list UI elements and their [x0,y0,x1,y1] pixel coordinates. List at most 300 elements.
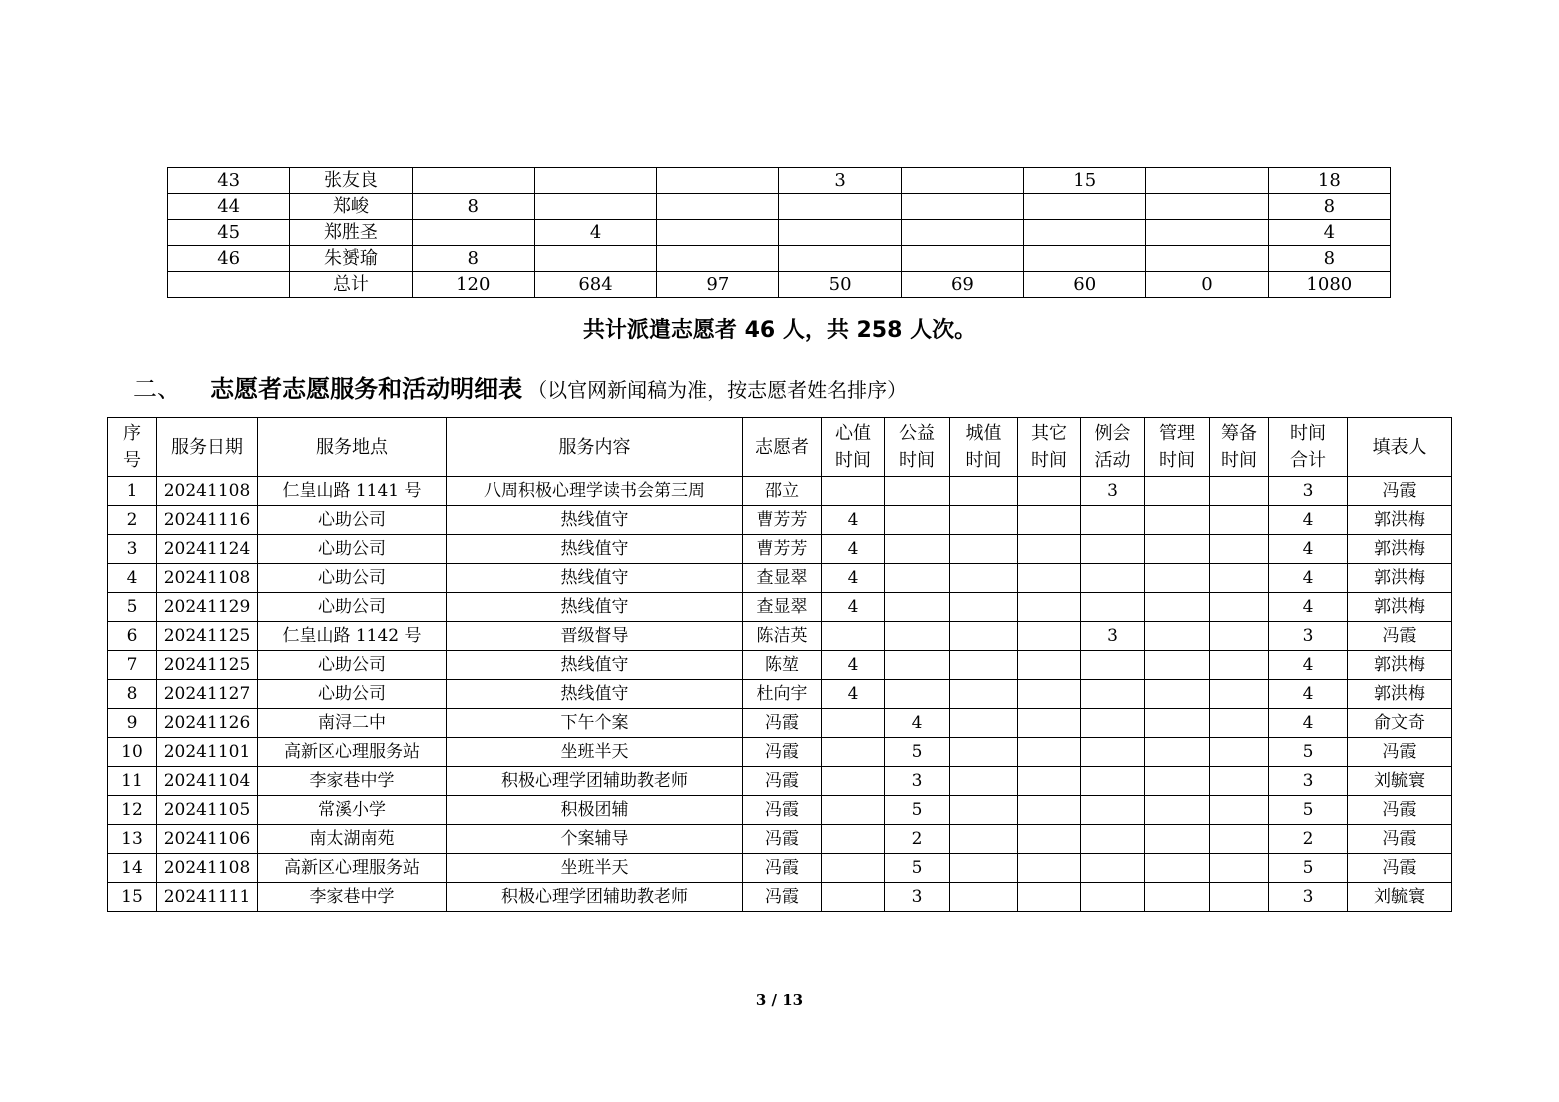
detail-cell: 积极心理学团辅助教老师 [447,883,743,912]
detail-cell: 仁皇山路 1142 号 [258,622,447,651]
detail-cell: 3 [1081,622,1145,651]
detail-cell [950,680,1018,709]
detail-cell [1081,535,1145,564]
detail-cell [1210,883,1269,912]
detail-header-label: 筹备 [1221,423,1257,444]
detail-cell: 4 [822,680,885,709]
detail-header-cell [1348,418,1452,477]
detail-cell: 冯霞 [1348,854,1452,883]
detail-cell [1018,622,1081,651]
detail-header-label: 时间 [835,450,871,471]
detail-cell [950,883,1018,912]
detail-cell: 郭洪梅 [1348,593,1452,622]
detail-cell: 13 [108,825,157,854]
detail-cell: 心助公司 [258,506,447,535]
detail-cell: 冯霞 [743,825,822,854]
detail-cell: 2 [1269,825,1348,854]
detail-cell [822,622,885,651]
summary-cell [1146,246,1268,272]
detail-cell: 3 [1269,883,1348,912]
detail-header-label: 志愿者 [755,436,809,458]
detail-cell [885,535,950,564]
detail-header-label: 心值 [835,423,871,444]
detail-cell: 查显翠 [743,593,822,622]
detail-cell [1145,477,1210,506]
summary-cell: 郑胜圣 [290,220,412,246]
summary-cell [534,246,656,272]
detail-cell: 4 [822,593,885,622]
detail-cell: 邵立 [743,477,822,506]
detail-cell: 心助公司 [258,680,447,709]
detail-cell [1081,680,1145,709]
detail-cell: 冯霞 [743,854,822,883]
summary-cell: 15 [1024,168,1146,194]
detail-row [108,854,1452,883]
summary-cell [657,220,779,246]
detail-cell [885,564,950,593]
summary-cell: 44 [168,194,290,220]
detail-cell [822,709,885,738]
volunteer-summary-table [167,167,1391,298]
detail-cell: 积极心理学团辅助教老师 [447,767,743,796]
detail-cell: 5 [1269,854,1348,883]
detail-cell [950,564,1018,593]
detail-cell: 热线值守 [447,535,743,564]
detail-cell: 20241126 [157,709,258,738]
detail-cell: 20241129 [157,593,258,622]
summary-total-row [168,272,1391,298]
detail-cell: 14 [108,854,157,883]
detail-cell [1145,796,1210,825]
detail-cell: 坐班半天 [447,854,743,883]
detail-row [108,796,1452,825]
detail-header-label: 时间 [1221,450,1257,471]
detail-cell [1018,680,1081,709]
detail-cell: 4 [1269,535,1348,564]
detail-cell [1210,506,1269,535]
detail-cell: 南浔二中 [258,709,447,738]
summary-cell: 郑峻 [290,194,412,220]
detail-row [108,564,1452,593]
section-note: （以官网新闻稿为准，按志愿者姓名排序） [527,378,908,402]
detail-cell [1081,593,1145,622]
detail-cell: 4 [1269,651,1348,680]
detail-cell: 4 [822,651,885,680]
detail-cell: 晋级督导 [447,622,743,651]
detail-cell [1081,796,1145,825]
detail-header-cell [1210,418,1269,477]
summary-cell [1024,220,1146,246]
detail-cell: 4 [1269,506,1348,535]
detail-cell: 李家巷中学 [258,883,447,912]
detail-cell [1018,854,1081,883]
detail-cell: 刘毓寰 [1348,883,1452,912]
detail-header-label: 服务日期 [171,436,243,458]
detail-row [108,738,1452,767]
detail-cell [950,796,1018,825]
detail-header-label: 城值 [965,423,1002,444]
detail-cell [950,506,1018,535]
detail-cell: 热线值守 [447,593,743,622]
detail-cell: 冯霞 [1348,738,1452,767]
detail-cell [822,477,885,506]
detail-cell [1210,622,1269,651]
detail-cell: 4 [1269,709,1348,738]
detail-cell: 杜向宇 [743,680,822,709]
detail-cell: 4 [1269,564,1348,593]
detail-cell [1210,854,1269,883]
detail-cell [1210,709,1269,738]
page-number: 3 / 13 [755,991,804,1009]
detail-cell: 高新区心理服务站 [258,854,447,883]
summary-cell: 8 [1268,194,1390,220]
detail-cell: 4 [822,564,885,593]
detail-cell [822,767,885,796]
detail-cell: 南太湖南苑 [258,825,447,854]
detail-cell: 20241127 [157,680,258,709]
detail-cell [1018,825,1081,854]
detail-cell [822,738,885,767]
detail-cell [950,709,1018,738]
detail-cell: 冯霞 [1348,622,1452,651]
detail-header-cell [1018,418,1081,477]
detail-header-cell [1269,418,1348,477]
detail-row [108,680,1452,709]
detail-cell: 郭洪梅 [1348,651,1452,680]
detail-cell: 八周积极心理学读书会第三周 [447,477,743,506]
summary-cell: 69 [901,272,1023,298]
detail-header-label: 时间 [965,450,1002,471]
detail-row [108,825,1452,854]
detail-cell [1018,651,1081,680]
detail-cell [1210,477,1269,506]
detail-row [108,593,1452,622]
detail-cell [1145,738,1210,767]
summary-cell [901,168,1023,194]
detail-header-label: 号 [123,450,141,471]
detail-cell: 3 [885,767,950,796]
section-heading [133,370,907,411]
detail-header-label: 服务内容 [558,436,631,458]
summary-table-body [168,168,1391,298]
detail-cell [1145,883,1210,912]
detail-cell [1018,593,1081,622]
detail-cell: 积极团辅 [447,796,743,825]
summary-cell [779,246,901,272]
detail-cell: 曹芳芳 [743,506,822,535]
detail-header-label: 其它 [1031,423,1067,444]
detail-cell [1018,506,1081,535]
detail-cell [1081,709,1145,738]
detail-cell: 郭洪梅 [1348,564,1452,593]
detail-cell: 20241125 [157,651,258,680]
detail-cell [1018,796,1081,825]
detail-cell: 郭洪梅 [1348,535,1452,564]
detail-cell: 热线值守 [447,506,743,535]
detail-cell: 心助公司 [258,651,447,680]
detail-cell: 11 [108,767,157,796]
detail-cell [1081,767,1145,796]
detail-cell [950,593,1018,622]
summary-cell: 1080 [1268,272,1390,298]
detail-cell: 8 [108,680,157,709]
detail-cell: 刘毓寰 [1348,767,1452,796]
summary-cell: 50 [779,272,901,298]
summary-cell [901,194,1023,220]
detail-cell [1081,564,1145,593]
detail-cell: 4 [108,564,157,593]
detail-cell: 俞文奇 [1348,709,1452,738]
summary-cell: 8 [1268,246,1390,272]
detail-cell [950,738,1018,767]
detail-cell [1018,767,1081,796]
section-number: 二、 [133,375,181,403]
summary-cell: 8 [412,246,534,272]
summary-cell: 60 [1024,272,1146,298]
detail-header-cell [822,418,885,477]
detail-header-cell [885,418,950,477]
detail-header-cell [1145,418,1210,477]
detail-cell [1145,854,1210,883]
detail-header-cell [157,418,258,477]
detail-cell: 5 [885,796,950,825]
detail-cell: 李家巷中学 [258,767,447,796]
detail-cell: 1 [108,477,157,506]
summary-row [168,220,1391,246]
detail-cell: 15 [108,883,157,912]
detail-cell [950,767,1018,796]
detail-cell [885,506,950,535]
detail-cell [822,883,885,912]
detail-header-label: 管理 [1159,423,1195,444]
detail-header-cell [447,418,743,477]
detail-cell [1018,564,1081,593]
detail-cell: 个案辅导 [447,825,743,854]
detail-cell: 郭洪梅 [1348,680,1452,709]
detail-cell [1210,680,1269,709]
summary-cell [1024,194,1146,220]
detail-cell: 陈堃 [743,651,822,680]
detail-cell [950,825,1018,854]
detail-cell [885,622,950,651]
detail-cell: 冯霞 [743,738,822,767]
detail-header-cell [1081,418,1145,477]
summary-cell [657,168,779,194]
detail-header-label: 时间 [1159,450,1195,471]
summary-cell [534,168,656,194]
detail-header-cell [950,418,1018,477]
volunteer-total-sentence: 共计派遣志愿者 46 人，共 258 人次。 [582,318,977,343]
summary-cell [168,272,290,298]
detail-cell [1081,738,1145,767]
detail-cell: 4 [885,709,950,738]
summary-cell: 4 [1268,220,1390,246]
detail-header-label: 合计 [1290,450,1326,471]
service-detail-table [107,417,1452,912]
summary-cell [779,220,901,246]
detail-cell: 热线值守 [447,680,743,709]
summary-row [168,246,1391,272]
detail-cell: 冯霞 [1348,825,1452,854]
detail-cell: 20241105 [157,796,258,825]
detail-cell [1210,825,1269,854]
detail-cell [950,651,1018,680]
detail-header-label: 例会 [1094,423,1131,444]
detail-cell [1210,796,1269,825]
detail-cell: 6 [108,622,157,651]
detail-header-label: 服务地点 [316,436,388,458]
detail-cell [1145,535,1210,564]
summary-cell: 46 [168,246,290,272]
detail-cell [1145,593,1210,622]
detail-cell [950,477,1018,506]
detail-header-label: 时间 [899,450,935,471]
summary-cell [534,194,656,220]
summary-cell: 总计 [290,272,412,298]
detail-cell: 20241124 [157,535,258,564]
summary-cell: 8 [412,194,534,220]
detail-row [108,651,1452,680]
detail-cell: 坐班半天 [447,738,743,767]
detail-cell: 5 [1269,738,1348,767]
detail-row [108,622,1452,651]
detail-cell [1081,825,1145,854]
detail-cell [1210,738,1269,767]
summary-cell: 3 [779,168,901,194]
detail-cell [885,477,950,506]
detail-cell: 2 [885,825,950,854]
detail-cell: 郭洪梅 [1348,506,1452,535]
summary-cell: 45 [168,220,290,246]
detail-cell: 10 [108,738,157,767]
detail-cell [1145,564,1210,593]
summary-cell [412,168,534,194]
detail-cell [1145,825,1210,854]
detail-cell [950,535,1018,564]
detail-cell: 下午个案 [447,709,743,738]
summary-cell: 120 [412,272,534,298]
detail-row [108,477,1452,506]
detail-cell: 查显翠 [743,564,822,593]
detail-cell [1210,767,1269,796]
detail-cell: 心助公司 [258,564,447,593]
detail-header-cell [258,418,447,477]
summary-cell: 43 [168,168,290,194]
summary-cell: 4 [534,220,656,246]
detail-cell [1145,767,1210,796]
detail-cell: 5 [108,593,157,622]
detail-header-label: 公益 [899,423,935,444]
detail-cell [885,680,950,709]
detail-cell: 3 [108,535,157,564]
detail-cell: 9 [108,709,157,738]
detail-cell [950,854,1018,883]
detail-cell [822,796,885,825]
detail-cell [1210,535,1269,564]
detail-cell: 2 [108,506,157,535]
summary-cell [779,194,901,220]
detail-cell [1018,883,1081,912]
summary-cell [1146,220,1268,246]
detail-cell [1210,564,1269,593]
detail-cell [885,593,950,622]
detail-cell: 热线值守 [447,651,743,680]
summary-cell [1146,194,1268,220]
detail-header-label: 时间 [1290,423,1326,444]
summary-cell: 朱赟瑜 [290,246,412,272]
detail-cell: 4 [1269,593,1348,622]
detail-cell [1145,680,1210,709]
detail-cell [950,622,1018,651]
detail-cell: 仁皇山路 1141 号 [258,477,447,506]
detail-cell: 5 [885,854,950,883]
section-title: 志愿者志愿服务和活动明细表 [210,375,523,403]
detail-cell: 20241125 [157,622,258,651]
detail-cell: 20241111 [157,883,258,912]
detail-cell: 20241104 [157,767,258,796]
detail-cell: 5 [1269,796,1348,825]
detail-header-label: 活动 [1094,450,1131,471]
summary-cell [1146,168,1268,194]
summary-cell [901,246,1023,272]
detail-cell: 4 [822,535,885,564]
summary-cell [1024,246,1146,272]
detail-cell: 20241108 [157,564,258,593]
detail-cell [822,854,885,883]
detail-cell [885,651,950,680]
summary-cell [657,246,779,272]
detail-header-cell [743,418,822,477]
detail-cell: 热线值守 [447,564,743,593]
detail-cell: 12 [108,796,157,825]
detail-cell: 20241106 [157,825,258,854]
detail-cell [1210,593,1269,622]
detail-cell [1210,651,1269,680]
detail-cell [1018,477,1081,506]
detail-cell: 冯霞 [743,709,822,738]
summary-row [168,168,1391,194]
detail-cell [1081,883,1145,912]
detail-cell: 冯霞 [743,883,822,912]
summary-cell: 0 [1146,272,1268,298]
detail-cell: 20241101 [157,738,258,767]
detail-cell [1145,651,1210,680]
summary-cell [412,220,534,246]
detail-header-cell [108,418,157,477]
detail-cell [1081,651,1145,680]
detail-cell: 4 [822,506,885,535]
detail-cell: 20241108 [157,854,258,883]
detail-row [108,767,1452,796]
detail-cell: 3 [1269,767,1348,796]
detail-cell: 5 [885,738,950,767]
detail-cell [1018,709,1081,738]
detail-cell: 3 [1269,477,1348,506]
detail-cell [822,825,885,854]
detail-table-body [108,477,1452,912]
summary-row [168,194,1391,220]
detail-header-label: 填表人 [1372,436,1427,458]
summary-cell: 97 [657,272,779,298]
detail-cell: 常溪小学 [258,796,447,825]
detail-cell: 3 [885,883,950,912]
detail-cell: 心助公司 [258,593,447,622]
detail-cell: 冯霞 [743,767,822,796]
detail-row [108,506,1452,535]
detail-cell [1081,506,1145,535]
detail-cell: 20241116 [157,506,258,535]
detail-row [108,709,1452,738]
